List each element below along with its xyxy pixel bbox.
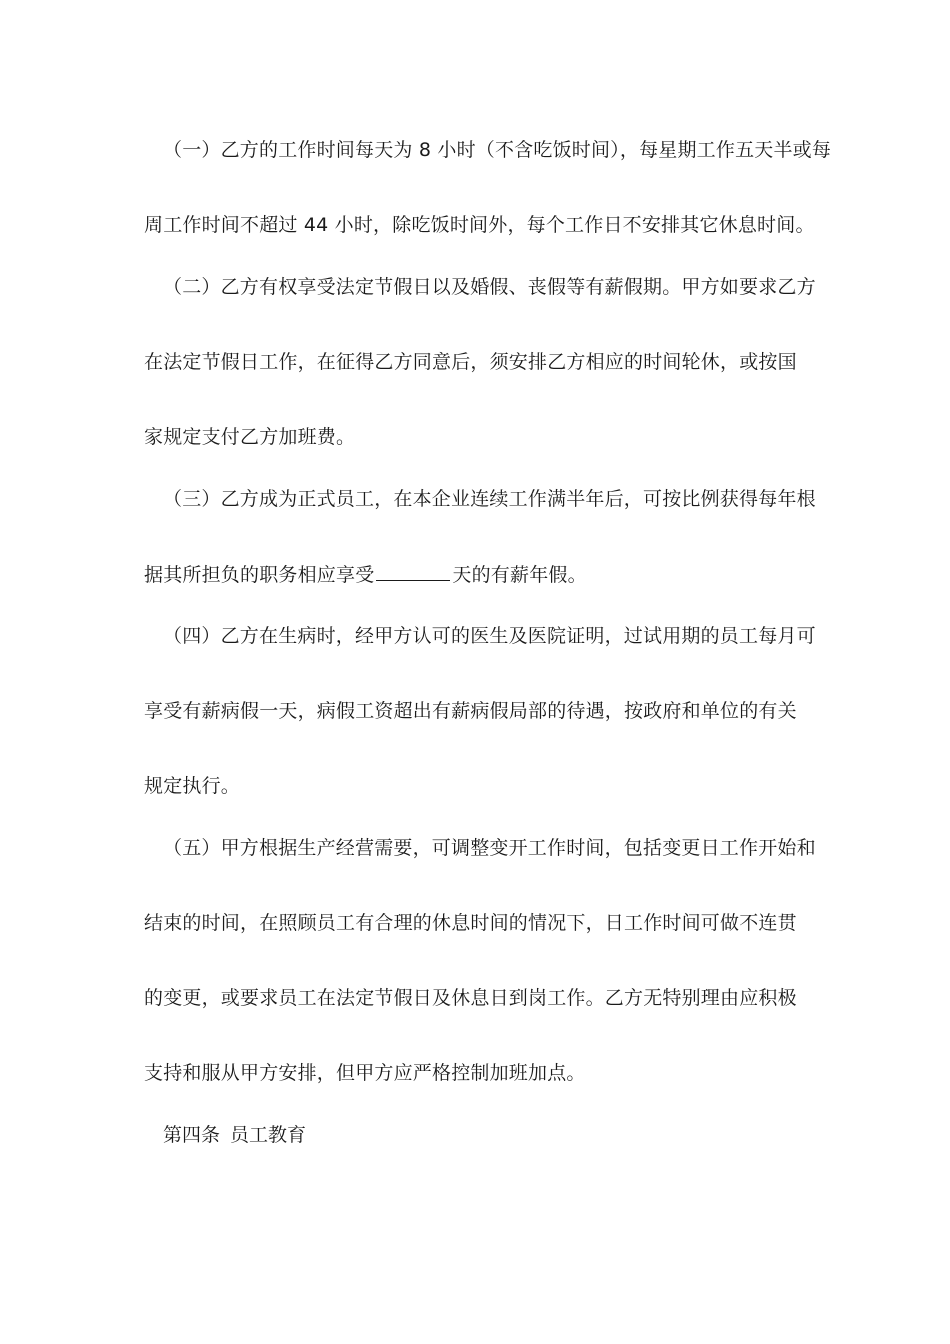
clause-5-line-1: （五）甲方根据生产经营需要，可调整变开工作时间，包括变更日工作开始和 [163, 837, 816, 859]
fill-in-blank[interactable] [376, 562, 450, 581]
clause-3-line-2 [144, 562, 804, 587]
clause-4-line-1: （四）乙方在生病时，经甲方认可的医生及医院证明，过试用期的员工每月可 [163, 625, 816, 647]
clause-5-line-4: 支持和服从甲方安排，但甲方应严格控制加班加点。 [144, 1062, 586, 1084]
clause-2-line-1: （二）乙方有权享受法定节假日以及婚假、丧假等有薪假期。甲方如要求乙方 [163, 276, 816, 298]
clause-2-line-3: 家规定支付乙方加班费。 [144, 426, 356, 448]
article-title: 员工教育 [230, 1124, 307, 1146]
clause-5-line-2: 结束的时间，在照顾员工有合理的休息时间的情况下，日工作时间可做不连贯 [144, 912, 797, 934]
clause-2-line-2: 在法定节假日工作，在征得乙方同意后，须安排乙方相应的时间轮休，或按国 [144, 351, 797, 373]
clause-1-line-1: （一）乙方的工作时间每天为 8 小时（不含吃饭时间），每星期工作五天半或每 [163, 139, 832, 161]
clause-1-line-2: 周工作时间不超过 44 小时，除吃饭时间外，每个工作日不安排其它休息时间。 [144, 214, 815, 236]
clause-3-line-1: （三）乙方成为正式员工，在本企业连续工作满半年后，可按比例获得每年根 [163, 488, 816, 510]
clause-3-text-after-blank: 天的有薪年假。 [452, 564, 587, 586]
clause-4-line-3: 规定执行。 [144, 775, 241, 797]
clause-5-line-3: 的变更，或要求员工在法定节假日及休息日到岗工作。乙方无特别理由应积极 [144, 987, 797, 1009]
article-number: 第四条 [163, 1124, 221, 1146]
clause-4-line-2: 享受有薪病假一天，病假工资超出有薪病假局部的待遇，按政府和单位的有关 [144, 700, 797, 722]
article-4-heading [163, 1123, 306, 1147]
clause-3-text-before-blank: 据其所担负的职务相应享受 [144, 564, 375, 586]
